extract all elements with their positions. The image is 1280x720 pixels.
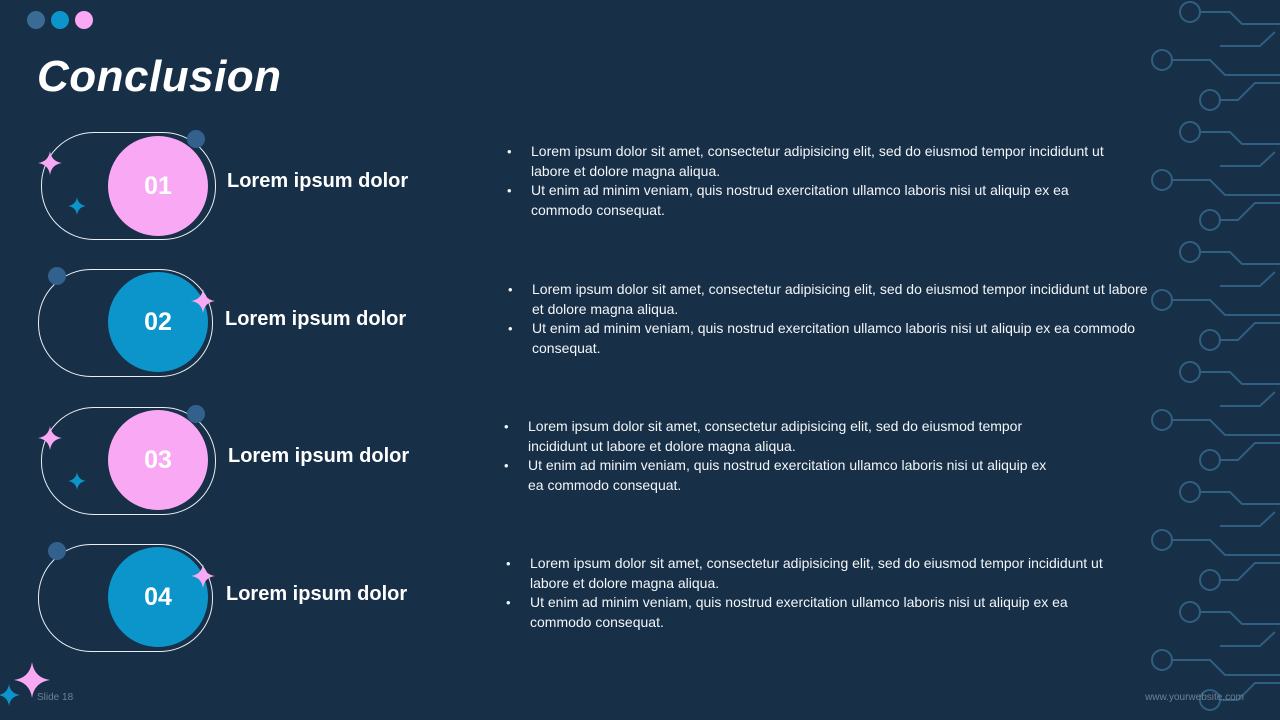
item-bullet-list	[507, 142, 1127, 220]
item-number-circle	[108, 410, 208, 510]
slide-title: Conclusion	[37, 52, 282, 101]
slide-number: Slide 18	[37, 692, 74, 703]
sparkle-icon	[68, 197, 86, 215]
sparkle-icon	[38, 151, 62, 175]
item-decor-dot	[187, 130, 205, 148]
sparkle-icon	[191, 564, 215, 588]
decor-dots	[27, 11, 93, 29]
bullet-item: • Lorem ipsum dolor sit amet, consectetur adipisicing elit, sed do eiusmod tempor incididunt ut labore et dolore magna aliqua.	[506, 554, 1126, 593]
conclusion-item-1	[0, 128, 1280, 248]
item-bullet-list	[504, 417, 1064, 495]
item-number: 01	[144, 171, 172, 200]
sparkle-icon	[191, 289, 215, 313]
item-label: Lorem ipsum dolor	[226, 583, 408, 605]
bullet-item: • Lorem ipsum dolor sit amet, consectetur adipisicing elit, sed do eiusmod tempor incididunt ut labore et dolore magna aliqua.	[507, 142, 1127, 181]
website-url: www.yourwebsite.com	[1145, 692, 1244, 703]
item-number: 04	[144, 582, 172, 611]
conclusion-item-2	[0, 265, 1280, 385]
item-bullet-list	[508, 280, 1148, 358]
item-label: Lorem ipsum dolor	[228, 445, 410, 467]
item-number: 02	[144, 307, 172, 336]
bullet-item: • Ut enim ad minim veniam, quis nostrud exercitation ullamco laboris nisi ut aliquip ex ea commodo consequat.	[508, 319, 1148, 358]
item-number-circle	[108, 136, 208, 236]
item-number: 03	[144, 445, 172, 474]
bullet-item: • Lorem ipsum dolor sit amet, consectetur adipisicing elit, sed do eiusmod tempor incididunt ut labore et dolore magna aliqua.	[508, 280, 1148, 319]
conclusion-item-4	[0, 540, 1280, 660]
sparkle-icon	[0, 684, 20, 706]
item-decor-dot	[187, 405, 205, 423]
item-bullet-list	[506, 554, 1126, 632]
decor-dot-pink	[75, 11, 93, 29]
decor-dot-blue	[51, 11, 69, 29]
sparkle-icon	[68, 472, 86, 490]
bullet-item: • Ut enim ad minim veniam, quis nostrud exercitation ullamco laboris nisi ut aliquip ex ea commodo consequat.	[506, 593, 1126, 632]
bullet-item: • Ut enim ad minim veniam, quis nostrud exercitation ullamco laboris nisi ut aliquip ex ea commodo consequat.	[507, 181, 1127, 220]
item-decor-dot	[48, 542, 66, 560]
item-number-circle	[108, 272, 208, 372]
conclusion-item-3	[0, 403, 1280, 523]
sparkle-icon	[38, 426, 62, 450]
bullet-item: • Lorem ipsum dolor sit amet, consectetur adipisicing elit, sed do eiusmod tempor incididunt ut labore et dolore magna aliqua.	[504, 417, 1064, 456]
decor-dot-dark	[27, 11, 45, 29]
item-label: Lorem ipsum dolor	[227, 170, 409, 192]
bullet-item: • Ut enim ad minim veniam, quis nostrud exercitation ullamco laboris nisi ut aliquip ex ea commodo consequat.	[504, 456, 1064, 495]
item-number-circle	[108, 547, 208, 647]
item-label: Lorem ipsum dolor	[225, 308, 407, 330]
item-decor-dot	[48, 267, 66, 285]
